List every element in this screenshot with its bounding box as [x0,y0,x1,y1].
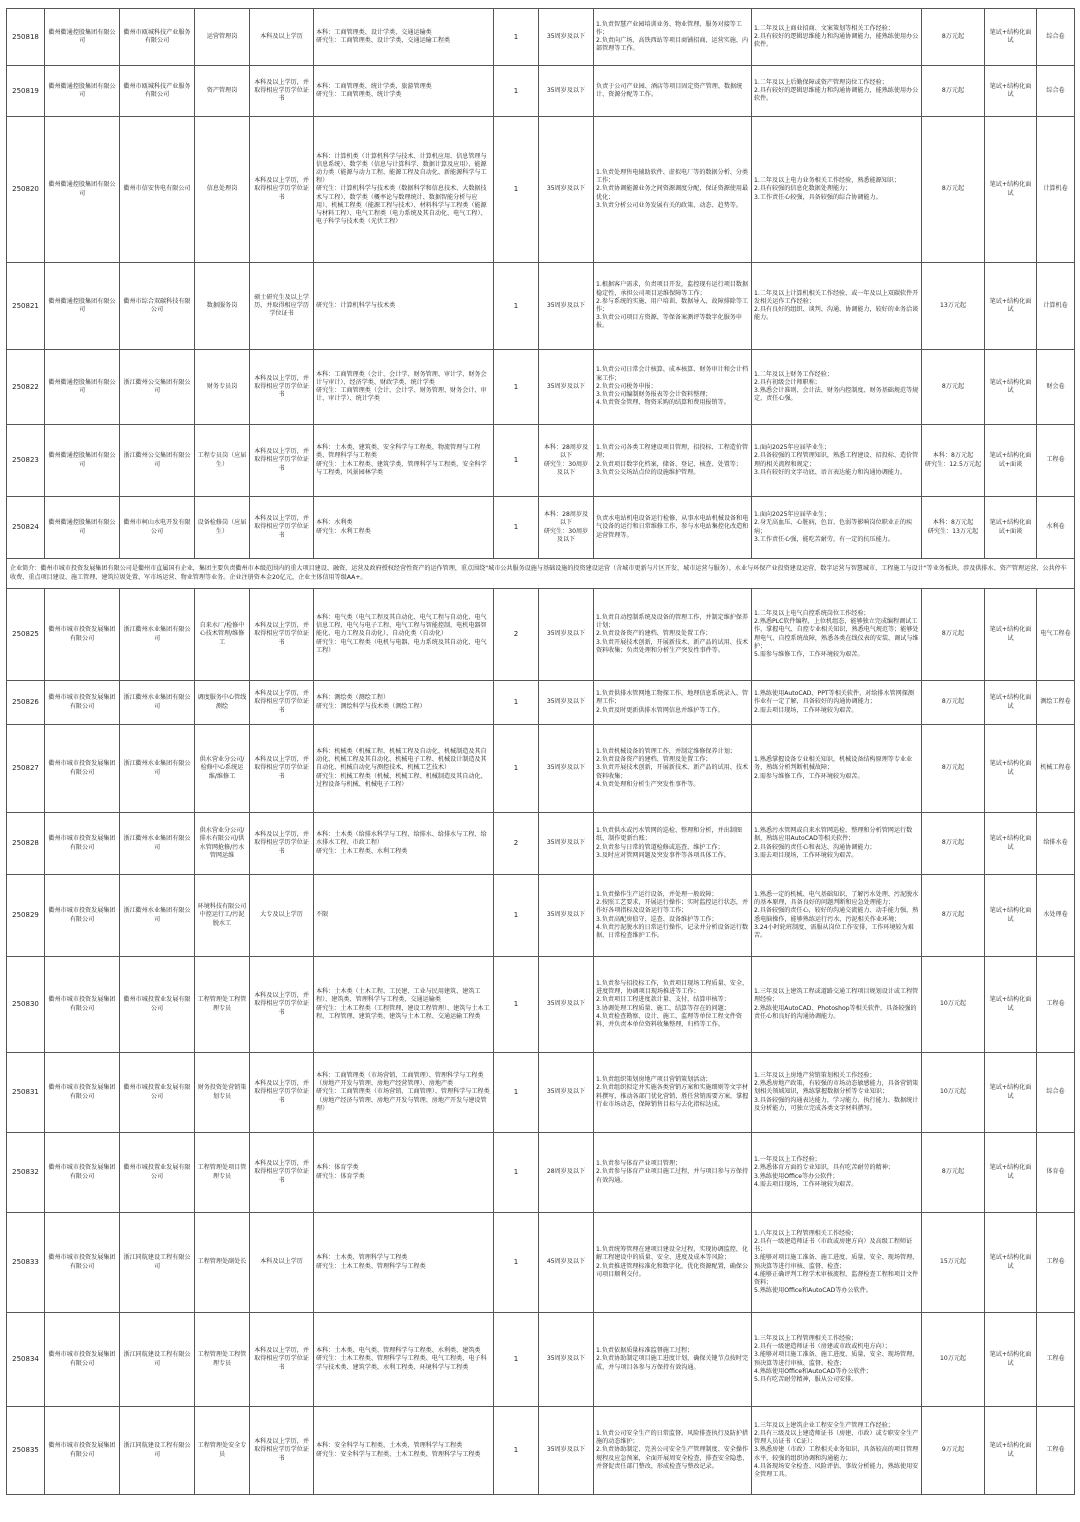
position-code: 250821 [7,263,45,350]
exam-subject: 水处理卷 [1037,875,1075,957]
position-name: 工程专员岗（应届生） [195,425,250,497]
position-code: 250835 [7,1407,45,1495]
exam-subject: 计算机卷 [1037,117,1075,263]
major-requirement: 本科：电气类（电气工程及其自动化、电气工程与自动化、电气信息工程、电气与电子工程、电气工程与智能控制、电机电器智能化、电力工程及自动化）、自动化类（自动化） 研究生：电气工程类（电机与电器、电力系统及其自动化、电气工程） [314,589,494,681]
table-row [7,66,1075,117]
position-code: 250818 [7,9,45,66]
other-requirements: 1.熟练使用AutoCAD、PPT等相关软件，对给排水管网探测作业有一定了解，具备较好的沟通协调能力； 2.需去项目现场，工作环境较为艰苦。 [752,681,922,725]
exam-method: 笔试+结构化面试 [985,1313,1037,1407]
major-requirement: 本科：工商管理类、统计学类、旅游管理类 研究生：工商管理类、统计学类 [314,66,494,117]
position-code: 250833 [7,1213,45,1313]
education-requirement: 本科及以上学历，并取得相应学历学位证书 [250,1313,314,1407]
education-requirement: 本科及以上学历，并取得相应学历学位证书 [250,1133,314,1213]
salary: 8万元起 [922,66,985,117]
exam-method: 笔试+结构化面试 [985,1407,1037,1495]
job-duties: 1.根据客户需求，负责项目开发，监控现有运行项目数据稳定性，承担公司项目运维保障等工作； 2.参与系统的实施、用户培训、数据导入、故障排除等工作； 3.负责公司项目方资源、等保备案测评等数字化服务申报。 [594,263,752,350]
position-name: 工程管理处工程管理专员 [195,957,250,1053]
position-code: 250830 [7,957,45,1053]
exam-subject: 财会卷 [1037,350,1075,425]
other-requirements: 1.熟悉污水管网或自来水管网巡检、整理和分析管网运行数据，熟练应用AutoCAD等相关软件； 2.具备较强的责任心和表达、沟通协调能力； 3.需去项目现场，工作环境较为艰苦。 [752,813,922,875]
exam-method: 笔试+结构化面试 [985,66,1037,117]
salary: 8万元起 [922,681,985,725]
hiring-count: 1 [494,1213,539,1313]
company-name: 浙江同航建设工程有限公司 [120,1313,195,1407]
salary: 8万元起 [922,117,985,263]
major-requirement: 本科：土木类、电气类、管理科学与工程类、水利类、建筑类 研究生：土木工程类、管理科学与工程类、电气工程类、电子科学与技术类、建筑学类、水利工程类、环境科学与工程类 [314,1313,494,1407]
hiring-count: 1 [494,1313,539,1407]
table-row [7,350,1075,425]
position-name: 工程管理处工程管理专员 [195,1313,250,1407]
exam-method: 笔试+结构化面试 [985,813,1037,875]
salary: 本科：8万元起 研究生：12.5万元起 [922,425,985,497]
education-requirement: 本科及以上学历，并取得相应学历学位证书 [250,117,314,263]
salary: 15万元起 [922,1213,985,1313]
hiring-count: 1 [494,725,539,813]
other-requirements: 1.二年及以上商业招商、文案策划等相关工作经验； 2.具有较好的逻辑思维能力和沟通协调能力，能熟练使用办公软件。 [752,9,922,66]
major-requirement: 研究生：计算机科学与技术类 [314,263,494,350]
salary: 8万元起 [922,9,985,66]
position-name: 调度服务中心管线测绘 [195,681,250,725]
exam-method: 笔试+结构化面试 [985,875,1037,957]
position-name: 环境科技有限公司中控运行工/污泥脱水工 [195,875,250,957]
position-code: 250828 [7,813,45,875]
group-name: 衢州衢通控股集团有限公司 [45,9,120,66]
position-code: 250831 [7,1053,45,1133]
exam-method: 笔试+结构化面试 [985,117,1037,263]
position-name: 自来水厂/检修中心技术管理/维修工 [195,589,250,681]
exam-method: 笔试+结构化面试 [985,1213,1037,1313]
company-name: 浙江衢州水业集团有限公司 [120,875,195,957]
hiring-count: 1 [494,263,539,350]
major-requirement: 本科：土木类（给排水科学与工程、给排水、给排水与工程、给水排水工程、市政工程） 研究生：土木工程类、水利工程类 [314,813,494,875]
recruitment-table [6,8,1075,1495]
exam-method: 笔试+结构化面试 [985,957,1037,1053]
salary: 本科：8万元起 研究生：13万元起 [922,497,985,559]
hiring-count: 1 [494,9,539,66]
position-name: 数据服务岗 [195,263,250,350]
major-requirement: 本科：体育学类 研究生：体育学类 [314,1133,494,1213]
table-row [7,263,1075,350]
education-requirement: 本科及以上学历 [250,1213,314,1313]
company-name: 浙江衢州水业集团有限公司 [120,813,195,875]
table-row [7,1407,1075,1495]
exam-method: 笔试+结构化面试 [985,589,1037,681]
position-code: 250832 [7,1133,45,1213]
age-requirement: 35周岁及以下 [539,681,594,725]
education-requirement: 本科及以上学历，并取得相应学历学位证书 [250,425,314,497]
table-row [7,957,1075,1053]
exam-subject: 综合卷 [1037,9,1075,66]
age-requirement: 35周岁及以下 [539,957,594,1053]
group-name: 衢州市城市投资发展集团有限公司 [45,1213,120,1313]
age-requirement: 45周岁及以下 [539,1213,594,1313]
education-requirement: 本科及以上学历，并取得相应学历学位证书 [250,350,314,425]
table-row [7,9,1075,66]
other-requirements: 1.二年及以上电气自控系统岗位工作经验； 2.熟悉PLC软件编程，上位机组态，能够独立完成编程调试工作，掌握电气、自控专业相关知识，熟悉电气规范等；能够处理电气、自控系统故障，熟悉各类在线仪表的安装、调试与维护； 5.需参与维修工作，工作环境较为艰苦。 [752,589,922,681]
company-name: 衢州市信安售电有限公司 [120,117,195,263]
other-requirements: 1.二年及以上计算机相关工作经验，或一年及以上双碳软件开发相关运作工作经验； 2.具有良好的组织、谈判、沟通、协调能力，较好的业务洽谈能力。 [752,263,922,350]
major-requirement: 不限 [314,875,494,957]
table-row [7,1133,1075,1213]
other-requirements: 1.三年及以上建筑工程或道路交通工程项目规划设计或工程管理经验； 2.熟练使用AutoCAD、Photoshop等相关软件，具备较强的责任心和良好的沟通协调能力。 [752,957,922,1053]
exam-subject: 综合卷 [1037,1053,1075,1133]
position-name: 财务专员岗 [195,350,250,425]
job-duties: 负责于公司产业园、酒店等项目固定资产管理、数据统计、资源分配等工作。 [594,66,752,117]
exam-method: 笔试+结构化面试 [985,1133,1037,1213]
major-requirement: 本科：水利类 研究生：水利工程类 [314,497,494,559]
salary: 8万元起 [922,350,985,425]
age-requirement: 35周岁及以下 [539,1053,594,1133]
group-name: 衢州衢通控股集团有限公司 [45,117,120,263]
group-name: 衢州衢通控股集团有限公司 [45,263,120,350]
education-requirement: 本科及以上学历，并取得相应学历学位证书 [250,589,314,681]
hiring-count: 1 [494,681,539,725]
exam-subject: 工程卷 [1037,1313,1075,1407]
major-requirement: 本科：工商管理类（市场营销、工商管理）、管理科学与工程类（房地产开发与管理、房地产经营管理）、房地产类 研究生：工商管理类（市场营销、工商管理）、管理科学与工程类（房地产经济与管理、房地产开发与管理、房地产开发与建设管理） [314,1053,494,1133]
table-row [7,1213,1075,1313]
position-code: 250822 [7,350,45,425]
other-requirements: 1.一年及以上工作经验； 2.熟悉体育方面的专业知识，具有吃苦耐劳的精神； 3.熟练使用Office等办公软件； 4.需去项目现场，工作环境较为艰苦。 [752,1133,922,1213]
exam-subject: 测绘工程卷 [1037,681,1075,725]
company-intro-row [7,559,1075,589]
job-duties: 1.负责依据质量标准监督施工过程； 2.负责协助制定项目施工进度计划，确保关键节点按时完成，并与项目各参与方保持有效沟通。 [594,1313,752,1407]
other-requirements: 1.三年及以上房地产营销策划相关工作经验； 2.熟悉房地产政策，有较强的市场动态敏感能力，具备营销策划相关领域知识，熟练掌握数据分析等专业知识； 3.具备较强的沟通表达能力，学习能力、执行能力、数据统计及分析能力，可独立完成各类文字材料撰写。 [752,1053,922,1133]
education-requirement: 本科及以上学历，并取得相应学历学位证书 [250,1053,314,1133]
job-duties: 1.负责供水或污水管网的巡检、整理和分析，并出制图纸、制作更新台账； 2.负责参与日常的管道检修或巡查，维护工作； 3.及时应对管网问题及突发事件等各项具体工作。 [594,813,752,875]
education-requirement: 硕士研究生及以上学历，并取得相应学历学位证书 [250,263,314,350]
position-code: 250829 [7,875,45,957]
hiring-count: 1 [494,1407,539,1495]
other-requirements: 1.面向2025年应届毕业生； 2.身无高血压、心脏病，色盲、色弱等影响岗位职业正的疾病； 3.工作责任心强，能吃苦耐劳，有一定的抗压能力。 [752,497,922,559]
salary: 8万元起 [922,875,985,957]
education-requirement: 本科及以上学历，并取得相应学历学位证书 [250,813,314,875]
salary: 10万元起 [922,1053,985,1133]
group-name: 衢州衢通控股集团有限公司 [45,66,120,117]
recruitment-table-page [6,8,1074,1495]
salary: 10万元起 [922,1313,985,1407]
job-duties: 1.负责公司安全生产的日常监督、风险排查执行及防护措施的动态维护； 2.负责协助制定、完善公司安全生产管理制度、安全操作规程及应急预案，全面开展周安全检查，排查安全隐患，并督促责任部门整改，形成检查与整改记录。 [594,1407,752,1495]
exam-subject: 工程卷 [1037,957,1075,1053]
job-duties: 1.负责组织策划房地产项目营销策划活动； 2.负责组织拟定并实施各类营销方案和实施细则等文字材料撰写，推动各部门优化营销、胜任营销需要方案，掌握行业市场动态，保障销售目标与去化指标达成。 [594,1053,752,1133]
position-code: 250825 [7,589,45,681]
company-name: 浙江衢州水业集团有限公司 [120,681,195,725]
position-code: 250819 [7,66,45,117]
salary: 10万元起 [922,957,985,1053]
company-name: 浙江衢州水业集团有限公司 [120,589,195,681]
hiring-count: 1 [494,425,539,497]
company-name: 浙江衢州公交集团有限公司 [120,350,195,425]
table-body-top [7,9,1075,559]
company-name: 衢州市瓯城科技产业服务有限公司 [120,66,195,117]
company-name: 浙江同航建设工程有限公司 [120,1213,195,1313]
table-row [7,589,1075,681]
education-requirement: 本科及以上学历，并取得相应学历学位证书 [250,1407,314,1495]
position-code: 250823 [7,425,45,497]
group-name: 衢州市城市投资发展集团有限公司 [45,681,120,725]
exam-subject: 工程卷 [1037,1407,1075,1495]
job-duties: 1.负责公司日常会计核算、成本核算、财务审计和会计档案工作； 2.负责公司税务申报； 3.负责公司编制财务报表等会计资料整理； 4.负责资金管理、物资采购的结算和费用报销等。 [594,350,752,425]
position-name: 工程管理处项目管理专员 [195,1133,250,1213]
age-requirement: 35周岁及以下 [539,263,594,350]
position-name: 工程管理处安全专员 [195,1407,250,1495]
table-row [7,117,1075,263]
exam-method: 笔试+结构化面试+面谈 [985,497,1037,559]
major-requirement: 本科：测绘类（测绘工程） 研究生：测绘科学与技术类（测绘工程） [314,681,494,725]
salary: 8万元起 [922,589,985,681]
other-requirements: 1.三年及以上建筑企业工程安全生产管理工作经验； 2.具有三级及以上建造师证书（房建、市政）或专职安全生产管理人员证书（C证）； 3.熟悉房建（市政）工程相关业务知识，具备较高的项目管理水平，较强的组织协调和沟通能力； 4.具备现场安全检查、风险评估、事故分析能力，熟练使用安全管理工具。 [752,1407,922,1495]
hiring-count: 1 [494,66,539,117]
salary: 8万元起 [922,1133,985,1213]
age-requirement: 35周岁及以下 [539,1313,594,1407]
exam-subject: 工程卷 [1037,1213,1075,1313]
table-row [7,681,1075,725]
group-name: 衢州市城市投资发展集团有限公司 [45,875,120,957]
hiring-count: 1 [494,1053,539,1133]
salary: 8万元起 [922,813,985,875]
position-name: 工程管理处副处长 [195,1213,250,1313]
other-requirements: 1.面向2025年应届毕业生； 2.具备较强的工程管理知识，熟悉工程建设、招投标、造价管理的相关流程和规定； 3.具有较好的文字功底、语言表达能力和沟通协调能力。 [752,425,922,497]
job-duties: 1.负责自动控制系统及设备的管理工作，并制定维护保养计划； 2.负责设备资产的建档、管理及处置工作； 3.负责开展技术创新，开展新技术、新产品的试用、技术资料收集；负责处理和分析生产突发性事件等。 [594,589,752,681]
exam-subject: 计算机卷 [1037,263,1075,350]
table-row [7,1053,1075,1133]
job-duties: 1.负责公司各类工程建设项目管理，招投标、工程造价管理； 2.负责项目数字化档案，储备、登记、核查、处置等； 3.负责公交场站点位的设施维护管理。 [594,425,752,497]
group-name: 衢州衢通控股集团有限公司 [45,497,120,559]
exam-method: 笔试+结构化面试 [985,350,1037,425]
education-requirement: 本科及以上学历，并取得相应学历学位证书 [250,66,314,117]
hiring-count: 2 [494,589,539,681]
company-name: 衢州市城投置业发展有限公司 [120,1133,195,1213]
exam-method: 笔试+结构化面试 [985,725,1037,813]
position-code: 250824 [7,497,45,559]
age-requirement: 35周岁及以下 [539,9,594,66]
position-code: 250827 [7,725,45,813]
major-requirement: 本科：土木类（土木工程、工民建、工业与民用建筑、建筑工程）、建筑类、管理科学与工程类、交通运输类 研究生：土木工程类（工程管理、建设工程管理）、建筑与土木工程、工程管理、建筑学类、建筑与土木工程、交通运输工程类 [314,957,494,1053]
major-requirement: 本科：机械类（机械工程、机械工程及自动化、机械制造及其自动化、机械工程及其自动化、机械电子工程、机械设计制造及其自动化、机械自动化与测控技术、机械工艺技术） 研究生：机械工程类（机械、机械工程、机械制造及其自动化、过程设备与机械、机械电子工程） [314,725,494,813]
company-name: 浙江衢州公交集团有限公司 [120,425,195,497]
position-code: 250820 [7,117,45,263]
group-name: 衢州市城市投资发展集团有限公司 [45,957,120,1053]
other-requirements: 1.二年及以上财务工作经验； 2.具有初级会计师职称； 3.熟悉会计准则、会计法、财务内控制度、财务基础规范等规定，责任心强。 [752,350,922,425]
group-name: 衢州衢通控股集团有限公司 [45,425,120,497]
job-duties: 1.负责统筹管理在建项目建设全过程，实现协调监控，化解工程建设中的质量、安全、进度及成本等风险； 2.负责推进管理标准化和数字化，优化资源配置，确保公司项目顺利交付。 [594,1213,752,1313]
job-duties: 1.负责参与体育产业项目管理； 2.负责参与体育产业项目施工过程，并与项目参与方保持有效沟通。 [594,1133,752,1213]
job-duties: 1.负责参与招投标工作，负责项目现场工程质量、安全、进度管理，协调项目现场推进等工作； 2.负责项目工程进度款计量、支付，结算审核等； 3.协调处理工程质量、施工、结算等存在的问题； 4.负责检查勘察、设计、施工、监理等单位工程文件资料，并负责本单位资料收集整理、归档等工作。 [594,957,752,1053]
table-body-bottom [7,589,1075,1495]
age-requirement: 35周岁及以下 [539,589,594,681]
group-name: 衢州市城市投资发展集团有限公司 [45,589,120,681]
salary: 9万元起 [922,1407,985,1495]
position-code: 250834 [7,1313,45,1407]
exam-subject: 机械工程卷 [1037,725,1075,813]
major-requirement: 本科：工商管理类（会计、会计学、财务管理、审计学、财务会计与审计）、经济学类、财政学类、统计学类 研究生：工商管理类（会计、会计学、财务管理、财务会计、审计、审计学）、统计学类 [314,350,494,425]
position-name: 运营管理岗 [195,9,250,66]
table-body-intro [7,559,1075,589]
hiring-count: 2 [494,813,539,875]
education-requirement: 本科及以上学历，并取得相应学历学位证书 [250,497,314,559]
group-name: 衢州衢通控股集团有限公司 [45,350,120,425]
exam-method: 笔试+结构化面试 [985,681,1037,725]
salary: 8万元起 [922,725,985,813]
major-requirement: 本科：安全科学与工程类、土木类、管理科学与工程类 研究生：安全科学与工程类、土木工程类、管理科学与工程类 [314,1407,494,1495]
position-name: 财务投资处营销策划专员 [195,1053,250,1133]
other-requirements: 1.熟悉一定的机械、电气基础知识，了解污水处理、污泥脱水的基本原理，具备良好的问题判断和应急处理能力； 2.具备较强的责任心，较好的沟通交流能力、动手能力强，熟悉电脑操作，能够熟练运行污水、污泥相关作业环境； 3.24小时轮班制度，需服从岗位工作安排，工作环境较为艰苦。 [752,875,922,957]
job-duties: 负责水电站机电设备运行检修，从事水电站机械设备和电气设备的运行和日常维修工作，参与水电站集控化改造和运营管理等。 [594,497,752,559]
age-requirement: 本科：28周岁及以下 研究生：30周岁及以下 [539,425,594,497]
position-name: 资产管理岗 [195,66,250,117]
table-row [7,1313,1075,1407]
age-requirement: 本科：28周岁及以下 研究生：30周岁及以下 [539,497,594,559]
job-duties: 1.负责供排水管网地工物探工作，地理信息系统录入、管理工作； 2.负责及时更新供排水管网信息并维护等工作。 [594,681,752,725]
hiring-count: 1 [494,117,539,263]
major-requirement: 本科：土木类、建筑类、安全科学与工程类、物流管理与工程类、管理科学与工程类 研究生：土木工程类、建筑学类、管理科学与工程类、安全科学与工程类、风景园林学类 [314,425,494,497]
age-requirement: 35周岁及以下 [539,350,594,425]
major-requirement: 本科：工商管理类、设计学类、交通运输类 研究生：工商管理类、设计学类、交通运输工程类 [314,9,494,66]
exam-subject: 水利卷 [1037,497,1075,559]
major-requirement: 本科：土木类、管理科学与工程类 研究生：土木工程类、管理科学与工程类 [314,1213,494,1313]
hiring-count: 1 [494,875,539,957]
position-name: 设备检修岗（应届生） [195,497,250,559]
other-requirements: 1.二年及以上后勤保障或资产管理岗位工作经验； 2.具有较好的逻辑思维能力和沟通协调能力，能熟练使用办公软件。 [752,66,922,117]
company-name: 衢州市城投置业发展有限公司 [120,957,195,1053]
company-name: 衢州市柯山水电开发有限公司 [120,497,195,559]
exam-method: 笔试+结构化面试+面谈 [985,425,1037,497]
exam-subject: 电气工程卷 [1037,589,1075,681]
position-name: 信息处理岗 [195,117,250,263]
table-row [7,425,1075,497]
salary: 13万元起 [922,263,985,350]
job-duties: 1.负责智慧产业园培训业务、物业管理、服务对接等工作； 2.负责向广场、高铁西站等项目商铺招商、运营实施、内部管理等工作。 [594,9,752,66]
age-requirement: 35周岁及以下 [539,725,594,813]
group-name: 衢州市城市投资发展集团有限公司 [45,1053,120,1133]
age-requirement: 35周岁及以下 [539,813,594,875]
hiring-count: 1 [494,497,539,559]
table-row [7,725,1075,813]
education-requirement: 本科及以上学历，并取得相应学历学位证书 [250,725,314,813]
table-row [7,813,1075,875]
other-requirements: 1.二年及以上电力业务相关工作经验，熟悉能源知识； 2.具有较强的信息化数据处理能力； 3.工作责任心较强，具备较强的综合协调能力。 [752,117,922,263]
job-duties: 1.负责处理售电辅助软件、虚拟电厂等的数据分析、分类工作； 2.负责协调能源业务之间资源调度分配，保证资源使用最优化； 3.负责分析公司业务发展有关的政策、动态、趋势等。 [594,117,752,263]
other-requirements: 1.熟悉掌握设备专业相关知识，机械设备结构原理等专业业务，熟练分析判断机械故障； 2.需参与维修工作，工作环境较为艰苦。 [752,725,922,813]
group-name: 衢州市城市投资发展集团有限公司 [45,1133,120,1213]
education-requirement: 本科及以上学历，并取得相应学历学位证书 [250,681,314,725]
job-duties: 1.负责机械设备的管理工作，并制定维修保养计划； 2.负责设备资产的建档、管理及处置工作； 3.负责开展技术创新，开展新技术、新产品的试用、技术资料收集； 4.负责处理和分析生产突发性事件等。 [594,725,752,813]
table-row [7,497,1075,559]
group-name: 衢州市城市投资发展集团有限公司 [45,1407,120,1495]
company-name: 衢州市综合双碳科技有限公司 [120,263,195,350]
age-requirement: 35周岁及以下 [539,875,594,957]
hiring-count: 1 [494,1133,539,1213]
group-name: 衢州市城市投资发展集团有限公司 [45,725,120,813]
company-name: 浙江同航建设工程有限公司 [120,1407,195,1495]
exam-subject: 体育卷 [1037,1133,1075,1213]
major-requirement: 本科：计算机类（计算机科学与技术、计算机应用、信息管理与信息系统）、数学类（信息与计算科学、数据计算及应用）、能源动力类（能源与动力工程、能源工程及自动化、新能源科学与工程） 研究生：计算机科学与技术类（数据科学和信息技术、大数据技术与工程）、数学类（概率论与数理统计、数据智能分析与应用）、机械工程类（能源工程与技术）、材料科学与工程类（能源与材料工程）、电气工程类（电力系统及其自动化、电气工程）、电子科学与技术类（光伏工程） [314,117,494,263]
position-name: 供水营业分公司/检修中心系统运维/维修工 [195,725,250,813]
hiring-count: 1 [494,957,539,1053]
group-name: 衢州市城市投资发展集团有限公司 [45,813,120,875]
education-requirement: 本科及以上学历，并取得相应学历学位证书 [250,957,314,1053]
company-name: 衢州市城投置业发展有限公司 [120,1053,195,1133]
company-intro: 企业简介：衢州市城市投资发展集团有限公司是衢州市直属国有企业，集团主要负责衢州市本级范围内的重大项目建设、融资、运营及政府授权经营性资产的运作管理，重点围绕"城市公共服务设施与基础设施的投资建设运营（含城市更新与片区开发、城市运营与服务），水业与环保产业投资建设运营，数字运营与智慧城市，工程施工与设计"等业务板块。涉及供排水、资产管理运营、公共停车收费、重点项目建设、施工管理、建筑垃圾处置、军市场运营、物业管理等业务。企业注册资本金20亿元，企业主体信用等级AA+。 [7,559,1075,589]
exam-method: 笔试+结构化面试 [985,263,1037,350]
position-code: 250826 [7,681,45,725]
exam-method: 笔试+结构化面试 [985,1053,1037,1133]
position-name: 供水营业分公司/排水有限公司/供水管网抢修/污水管网运维 [195,813,250,875]
exam-method: 笔试+结构化面试 [985,9,1037,66]
hiring-count: 1 [494,350,539,425]
exam-subject: 工程卷 [1037,425,1075,497]
age-requirement: 28周岁及以下 [539,1133,594,1213]
other-requirements: 1.三年及以上工程管理相关工作经验； 2.具有一级建造师证书（房建或市政或机电方向）； 3.能够对项目施工准备、施工进度、质量、安全、现场管理、预决算等进行审核、监督、检查； 4.熟练使用Office和AutoCAD等办公软件； 5.具有吃苦耐劳精神，服从公司安排。 [752,1313,922,1407]
age-requirement: 35周岁及以下 [539,117,594,263]
other-requirements: 1.八年及以上工程管理相关工作经验； 2.具有一级建造师证书（市政或房建方向）及高级工程师证书； 3.能够对项目施工准备、施工进度、质量、安全、现场管理、预决算等进行审核、监督、检查； 4.能够正确评判工程学术审核流程，监督检查工程和项目文件资料； 5.熟练使用Office和AutoCAD等办公软件。 [752,1213,922,1313]
table-row [7,875,1075,957]
company-name: 衢州市瓯城科技产业服务有限公司 [120,9,195,66]
age-requirement: 35周岁及以下 [539,66,594,117]
group-name: 衢州市城市投资发展集团有限公司 [45,1313,120,1407]
job-duties: 1.负责操作生产运行设备，并处理一般故障； 2.按照工艺要求，开展运行操作；实时监控运行状态，并作好各项指标及设备运行等工作； 3.负责高配房值守、巡查、设备维护等工作； 4.负责污泥脱水的日常运行操作，记录并分析设备运行数据，日常检查维护工作。 [594,875,752,957]
education-requirement: 本科及以上学历 [250,9,314,66]
education-requirement: 大专及以上学历 [250,875,314,957]
company-name: 浙江衢州水业集团有限公司 [120,725,195,813]
age-requirement: 35周岁及以下 [539,1407,594,1495]
exam-subject: 综合卷 [1037,66,1075,117]
exam-subject: 给排水卷 [1037,813,1075,875]
